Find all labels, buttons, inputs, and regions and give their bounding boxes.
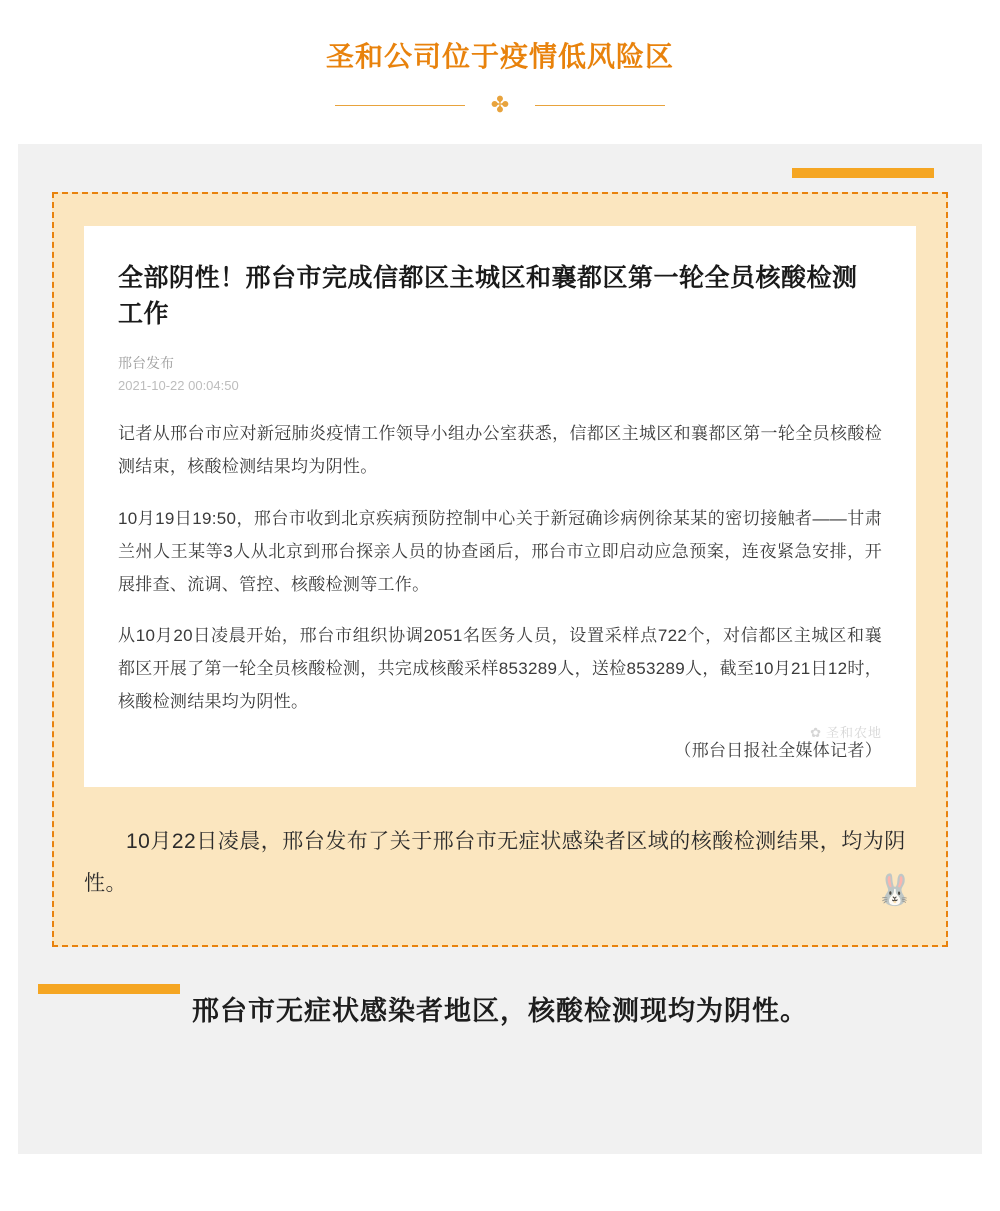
rabbit-icon: 🐰: [876, 874, 914, 908]
flower-ornament-icon: ✤: [490, 91, 510, 117]
page-title: 圣和公司位于疫情低风险区: [325, 40, 674, 73]
accent-bar-bottom-left: [38, 984, 180, 994]
accent-bar-top-right: [792, 168, 934, 178]
beige-dashed-panel: [52, 192, 948, 948]
article-body: [118, 417, 882, 718]
watermark-text: 圣和农地: [825, 725, 882, 741]
article-paragraph: 从10月20日凌晨开始，邢台市组织协调2051名医务人员，设置采样点722个，对信都区主城区和襄都区开展了第一轮全员核酸检测，共完成核酸采样853289人，送检853289人，截至10月21日12时，核酸检测结果均为阴性。: [118, 625, 882, 712]
flower-watermark-icon: ✿: [810, 725, 822, 741]
article-paragraph: 10月19日19:50，邢台市收到北京疾病预防控制中心关于新冠确诊病例徐某某的密切接触者——甘肃兰州人王某等3人从北京到邢台探亲人员的协查函后，邢台市立即启动应急预案，连夜紧急安排，开展排查、流调、管控、核酸检测等工作。: [118, 508, 882, 594]
conclusion-text: 邢台市无症状感染者地区，核酸检测现均为阴性。: [192, 996, 808, 1028]
divider-line-left: [335, 105, 465, 106]
decorative-divider: [335, 92, 665, 118]
article-headline: 全部阴性！邢台市完成信都区主城区和襄都区第一轮全员核酸检测工作: [118, 262, 858, 328]
divider-line-right: [535, 105, 665, 106]
article-timestamp: 2021-10-22 00:04:50: [118, 378, 239, 394]
summary-caption: 10月22日凌晨，邢台发布了关于邢台市无症状感染者区域的核酸检测结果，均为阴性。: [84, 830, 906, 896]
article-paragraph: 记者从邢台市应对新冠肺炎疫情工作领导小组办公室获悉，信都区主城区和襄都区第一轮全员核酸检测结束，核酸检测结果均为阴性。: [118, 424, 882, 477]
page-header: [0, 0, 1000, 118]
grey-content-card: [18, 144, 982, 1154]
news-article-card: [84, 226, 916, 788]
article-byline: （邢台日报社全媒体记者）: [674, 741, 882, 761]
article-source: 邢台发布: [118, 355, 174, 372]
